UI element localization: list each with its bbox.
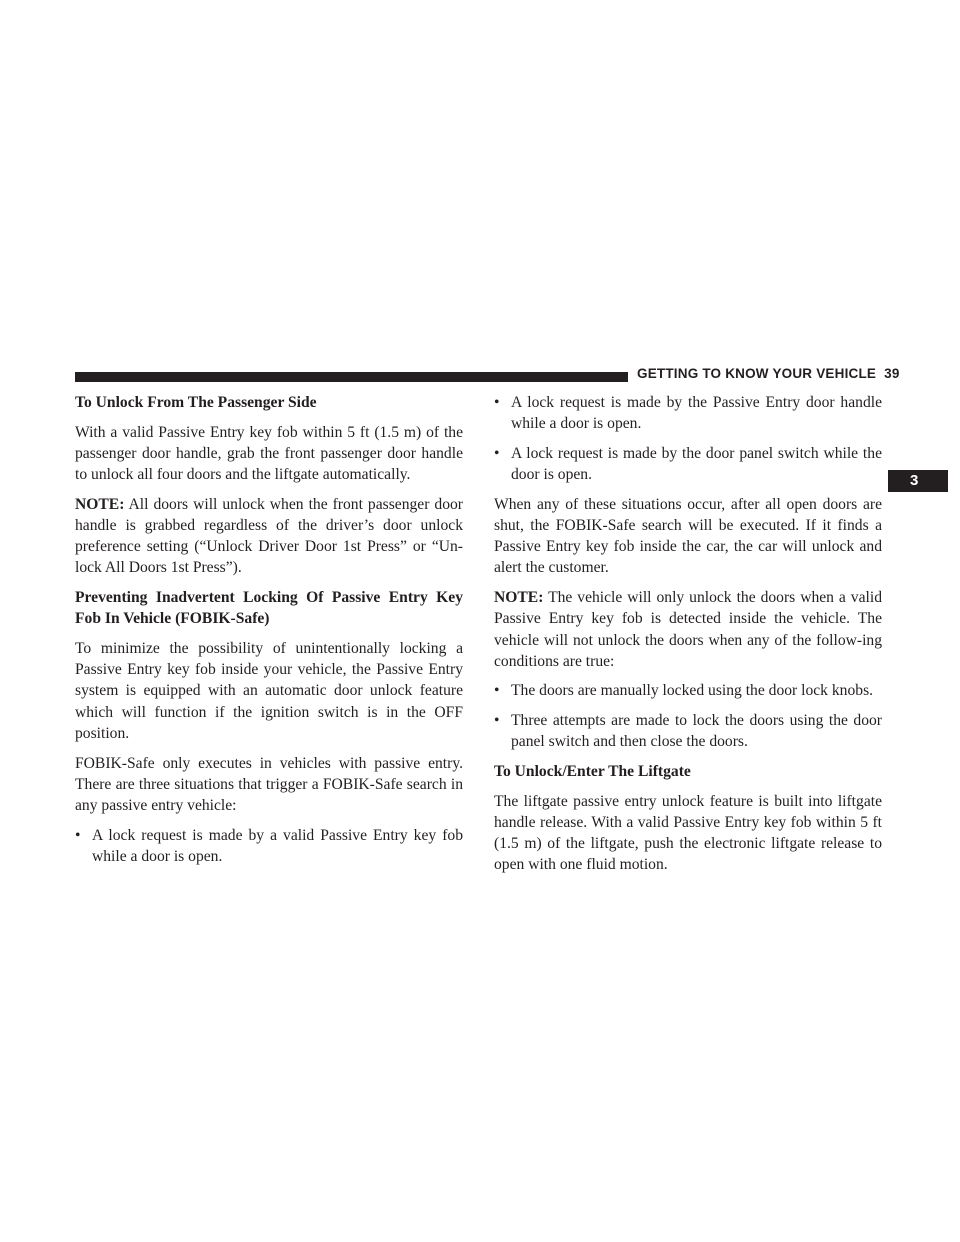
list-item-text: A lock request is made by the door panel switch while the door is open.: [511, 444, 882, 484]
list-item-text: The doors are manually locked using the door lock knobs.: [511, 682, 874, 700]
paragraph: FOBIK-Safe only executes in vehicles with passive entry. There are three situations that trigger a FOBIK-Safe search in any passive entry vehicle:: [75, 754, 463, 814]
bullet-icon: •: [494, 682, 500, 700]
page-number: 39: [884, 366, 900, 381]
right-column: [494, 392, 882, 884]
bullet-icon: •: [494, 712, 500, 730]
section-title: GETTING TO KNOW YOUR VEHICLE: [637, 366, 877, 381]
paragraph: With a valid Passive Entry key fob within 5 ft (1.5 m) of the passenger door handle, grab the front passenger door handle to unlock all four doors and the liftgate automatically.: [75, 423, 463, 484]
bullet-icon: •: [494, 444, 500, 462]
list-item: [494, 443, 882, 485]
heading-fobik-safe: Preventing Inadvertent Locking Of Passive Entry Key Fob In Vehicle (FOBIK-Safe): [75, 589, 463, 628]
bullet-icon: •: [494, 394, 500, 411]
heading-unlock-liftgate: To Unlock/Enter The Liftgate: [494, 763, 691, 781]
list-item: [494, 680, 882, 701]
list-item-text: A lock request is made by the Passive Entry door handle while a door is open.: [511, 394, 882, 433]
note: [75, 494, 463, 579]
running-header: [637, 366, 900, 381]
left-column: [75, 392, 463, 876]
header-rule: [75, 372, 628, 382]
note-label: NOTE:: [75, 495, 125, 513]
chapter-tab: 3: [888, 470, 948, 492]
list-item-text: Three attempts are made to lock the doors using the door panel switch and then close the doors.: [511, 712, 882, 751]
note-label: NOTE:: [494, 589, 544, 607]
paragraph: The liftgate passive entry unlock feature is built into liftgate handle release. With a valid Passive Entry key fob within 5 ft (1.5 m) of the liftgate, push the electronic liftgate release to open with one fluid motion.: [494, 792, 882, 874]
list-item: [494, 710, 882, 752]
bullet-icon: •: [75, 826, 81, 844]
note: [494, 587, 882, 672]
paragraph: When any of these situations occur, after all open doors are shut, the FOBIK-Safe search will be executed. If it finds a Passive Entry key fob inside the car, the car will unlock and alert the customer.: [494, 495, 882, 577]
note-text: All doors will unlock when the front passenger door handle is grabbed regardless of the driver’s door unlock preference setting (“Unlock Driver Door 1st Press” or “Un-lock All Doors 1st Press”).: [75, 495, 463, 577]
note-text: The vehicle will only unlock the doors when a valid Passive Entry key fob is detected inside the vehicle. The vehicle will not unlock the doors when any of the follow-ing conditions are true:: [494, 589, 882, 670]
paragraph: To minimize the possibility of unintentionally locking a Passive Entry key fob inside your vehicle, the Passive Entry system is equipped with an automatic door unlock feature which will function if the ignition switch is in the OFF position.: [75, 640, 463, 742]
list-item-text: A lock request is made by a valid Passive Entry key fob while a door is open.: [92, 826, 463, 865]
heading-unlock-passenger-side: To Unlock From The Passenger Side: [75, 394, 317, 411]
list-item: [75, 825, 463, 867]
list-item: [494, 392, 882, 434]
